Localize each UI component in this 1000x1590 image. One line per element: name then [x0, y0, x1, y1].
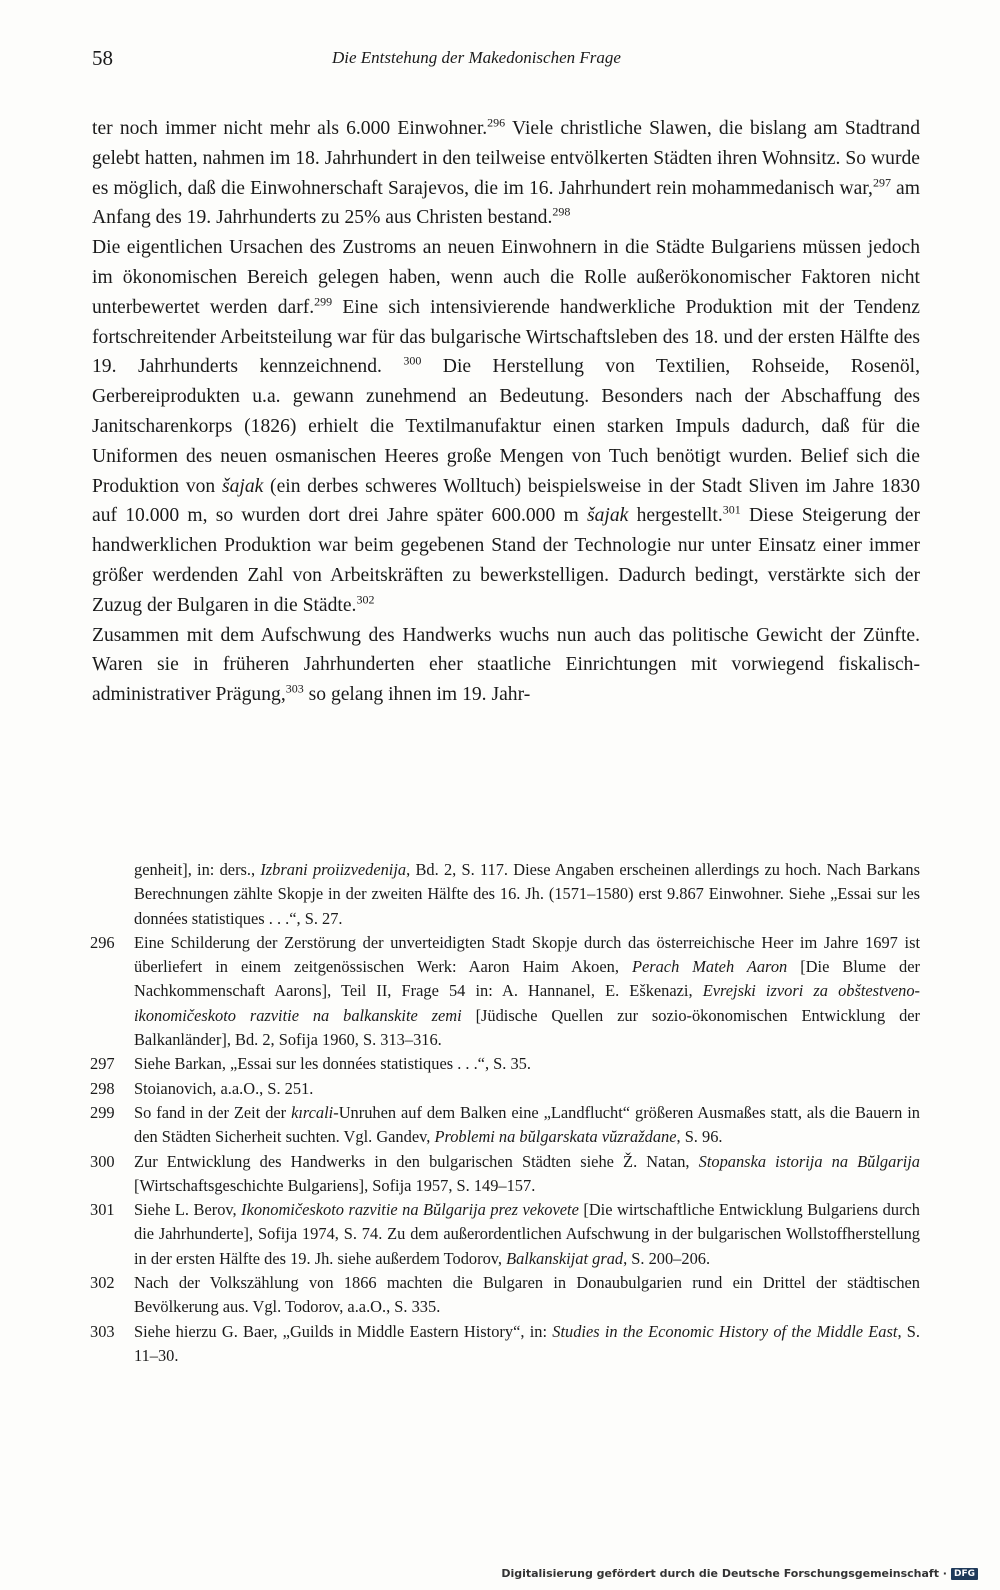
footnote-303: [90, 1320, 920, 1369]
paragraph: Die eigentlichen Ursachen des Zustroms an neuen Einwohnern in die Städte Bulgariens müssen jedoch im ökonomischen Bereich gelegen haben, wenn auch die Rolle außerökonomischer Faktoren nicht unterbewertet werden darf.$^{299}$ Eine sich intensivierende handwerkliche Produktion mit der Tendenz fortschreitender Arbeitsteilung war für das bulgarische Wirtschaftsleben des 18. und der ersten Hälfte des 19. Jahrhunderts kennzeichnend. $^{300}$ Die Herstellung von Textilien, Rohseide, Rosenöl, Gerbereiprodukten u.a. gewann zunehmend an Bedeutung. Besonders nach der Abschaffung des Janitscharenkorps (1826) erhielt die Textilmanufaktur einen starken Impuls dadurch, daß für die Uniformen des neuen osmanischen Heeres große Mengen von Tuch benötigt wurden. Belief sich die Produktion von šajak (ein derbes schweres Wolltuch) beispielsweise in der Stadt Sliven im Jahre 1830 auf 10.000 m, so wurden dort drei Jahre später 600.000 m šajak hergestellt.$^{301}$ Diese Steigerung der handwerklichen Produktion war beim gegebenen Stand der Technologie nur unter Einsatz einer immer größer werdenden Zahl von Arbeitskräften zu bewerkstelligen. Dadurch bedingt, verstärkte sich der Zuzug der Bulgaren in die Städte.$^{302}$: [92, 237, 921, 616]
footnote-298: [90, 1077, 920, 1101]
running-title: Die Entstehung der Makedonischen Frage: [332, 48, 621, 67]
footnote-301: [90, 1198, 920, 1271]
footnote-ref: 296: [487, 115, 506, 130]
footnote-continuation: genheit], in: ders., Izbrani proiizvedenija, Bd. 2, S. 117. Diese Angaben erscheinen allerdings zu hoch. Nach Barkans Berechnungen zählte Skopje in der zweiten Hälfte des 16. Jh. (1571–1580) erst 9.867 Einwohner. Siehe „Essai sur les données statistiques . . .“, S. 27.: [134, 860, 920, 928]
colophon-text: Digitalisierung gefördert durch die Deutsche Forschungsgemeinschaft ·: [501, 1567, 947, 1580]
paragraph: ter noch immer nicht mehr als 6.000 Einwohner.$^{296}$ Viele christliche Slawen, die bislang am Stadtrand gelebt hatten, nahmen im 18. Jahrhundert in den teilweise entvölkerten Städten ihren Wohnsitz. So wurde es möglich, daß die Einwohnerschaft Sarajevos, die im 16. Jahrhundert rein mohammedanisch war,$^{297}$ am Anfang des 19. Jahrhunderts zu 25% aus Christen bestand.$^{298}$: [92, 115, 920, 229]
footnote-number: 297: [90, 1054, 115, 1074]
footnote-text: Siehe L. Berov, Ikonomičeskoto razvitie na Bŭlgarija prez vekovete [Die wirtschaftliche Entwicklung Bulgariens durch die Jahrhunderte], Sofija 1974, S. 74. Zu dem außerordentlichen Aufschwung in der bulgarischen Wollstoffherstellung in der ersten Hälfte des 19. Jh. siehe außerdem Todorov, Balkanskijat grad, S. 200–206.: [134, 1200, 920, 1268]
footnote-text: Nach der Volkszählung von 1866 machten die Bulgaren in Donaubulgarien rund ein Drittel der städtischen Bevölkerung aus. Vgl. Todorov, a.a.O., S. 335.: [134, 1273, 920, 1317]
page-number: 58: [92, 46, 113, 70]
main-text: [92, 114, 920, 710]
footnote-ref: 299: [314, 294, 333, 309]
footnote-number: 301: [90, 1200, 115, 1220]
footnote-text: Eine Schilderung der Zerstörung der unverteidigten Stadt Skopje durch das österreichische Heer im Jahre 1697 ist überliefert in einem zeitgenössischen Werk: Aaron Haim Akoen, Perach Mateh Aaron [Die Blume der Nachkommenschaft Aarons], Teil II, Frage 54 in: A. Hannanel, E. Eškenazi, Evrejski izvori za obštestveno-ikonomičeskoto razvitie na balkanskite zemi [Jüdische Quellen zur sozio-ökonomischen Entwicklung der Balkanländer], Bd. 2, Sofija 1960, S. 313–316.: [134, 932, 921, 1050]
footnotes: [90, 858, 920, 1368]
paragraph: Zusammen mit dem Aufschwung des Handwerks wuchs nun auch das politische Gewicht der Zünfte. Waren sie in früheren Jahrhunderten eher staatliche Einrichtungen mit vorwiegend fiskalisch-administrativer Prägung,$^{303}$ so gelang ihnen im 19. Jahr-: [92, 624, 920, 706]
footnote-ref: 298: [552, 204, 571, 219]
footnote-text: Siehe hierzu G. Baer, „Guilds in Middle Eastern History“, in: Studies in the Economic History of the Middle East, S. 11–30.: [134, 1321, 920, 1365]
footnote-text: Zur Entwicklung des Handwerks in den bulgarischen Städten siehe Ž. Natan, Stopanska istorija na Bŭlgarija [Wirtschaftsgeschichte Bulgariens], Sofija 1957, S. 149–157.: [134, 1151, 920, 1195]
footnote-number: 300: [90, 1151, 115, 1171]
page-header: [92, 46, 912, 76]
footnote-ref: 297: [872, 175, 891, 190]
footnote-number: 296: [90, 932, 115, 952]
footnote-ref: 300: [403, 353, 422, 368]
footnote-300: [90, 1150, 920, 1199]
footnote-number: 299: [90, 1102, 115, 1122]
footnote-297: [90, 1052, 920, 1076]
footnote-ref: 301: [722, 502, 741, 517]
digitization-colophon: [501, 1567, 978, 1580]
footnote-296: [90, 931, 920, 1052]
footnote-text: Siehe Barkan, „Essai sur les données statistiques . . .“, S. 35.: [134, 1054, 531, 1074]
dfg-logo: DFG: [951, 1568, 978, 1580]
footnote-ref: 302: [356, 592, 375, 607]
footnote-number: 302: [90, 1273, 115, 1293]
footnote-302: [90, 1271, 920, 1320]
footnote-number: 298: [90, 1078, 115, 1098]
footnote-text: So fand in der Zeit der kırcali-Unruhen auf dem Balken eine „Landflucht“ größeren Ausmaßes statt, als die Bauern in den Städten Sicherheit suchten. Vgl. Gandev, Problemi na bŭlgarskata vŭzraždane, S. 96.: [134, 1102, 920, 1147]
footnote-299: [90, 1101, 920, 1150]
footnote-ref: 303: [285, 681, 304, 696]
footnote-number: 303: [90, 1321, 115, 1341]
footnote-text: Stoianovich, a.a.O., S. 251.: [134, 1078, 314, 1098]
